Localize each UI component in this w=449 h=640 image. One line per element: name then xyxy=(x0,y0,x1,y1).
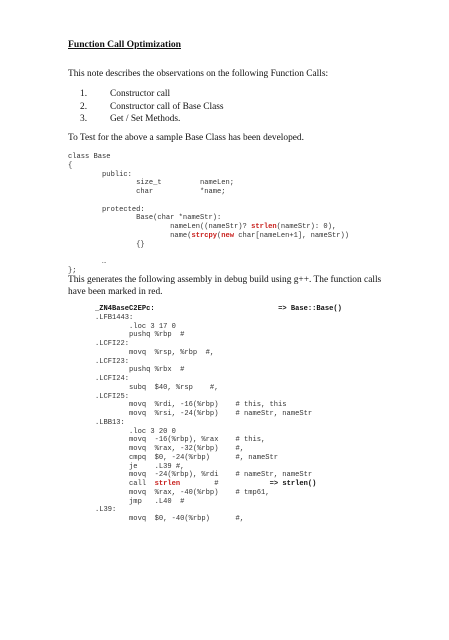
code-line xyxy=(68,232,349,241)
code-line xyxy=(95,498,342,507)
list-item xyxy=(80,88,224,101)
code-segment: movq -16(%rbp), %rax # this, xyxy=(95,436,266,445)
list-text: Constructor call xyxy=(110,89,171,99)
code-segment: … xyxy=(68,258,107,266)
code-segment: char *name; xyxy=(68,188,226,196)
code-line xyxy=(68,162,349,171)
code-segment: Base(char *nameStr): xyxy=(68,214,222,223)
code-segment: # xyxy=(180,480,270,488)
code-segment: movq -24(%rbp), %rdi # nameStr, nameStr xyxy=(95,471,313,480)
code-segment: .loc 3 17 0 xyxy=(95,322,176,331)
code-segment: cmpq $0, -24(%rbp) #, nameStr xyxy=(95,453,279,462)
code-segment: movq %rax, -32(%rbp) #, xyxy=(95,445,244,453)
code-line xyxy=(95,314,342,323)
code-line xyxy=(95,489,342,498)
code-line xyxy=(95,375,342,384)
generates-paragraph-line-2: have been marked in red. xyxy=(68,287,163,297)
code-segment: public: xyxy=(68,170,132,179)
code-segment: { xyxy=(68,161,73,170)
document-title: Function Call Optimization xyxy=(68,39,181,50)
code-segment: subq $40, %rsp #, xyxy=(95,383,219,392)
code-line xyxy=(95,366,342,375)
code-segment: {} xyxy=(68,240,145,249)
code-segment: movq %rsi, -24(%rbp) # nameStr, nameStr xyxy=(95,410,313,418)
list-number: 1. xyxy=(80,89,88,99)
code-segment: movq %rdi, -16(%rbp) # this, this xyxy=(95,401,287,410)
code-segment: .LCFI22: xyxy=(95,340,130,348)
code-line xyxy=(95,410,342,419)
list-number: 3. xyxy=(80,114,88,124)
code-line xyxy=(68,249,349,258)
code-segment: nameLen((nameStr)? xyxy=(68,223,252,231)
list-item xyxy=(80,113,224,126)
code-segment: ( xyxy=(217,231,222,240)
code-line xyxy=(95,445,342,454)
function-call-list xyxy=(80,88,224,126)
function-call-highlight: strcpy xyxy=(191,231,217,240)
code-line xyxy=(95,331,342,340)
list-text: Get / Set Methods. xyxy=(110,114,181,124)
code-segment: .LBB13: xyxy=(95,418,125,427)
list-item xyxy=(80,101,224,114)
code-line xyxy=(68,171,349,180)
code-segment: call xyxy=(95,480,155,488)
code-line xyxy=(95,419,342,428)
test-note-paragraph: To Test for the above a sample Base Class has been developed. xyxy=(68,133,304,143)
code-segment: .LCFI25: xyxy=(95,392,130,401)
code-line xyxy=(68,241,349,250)
code-segment: => strlen() xyxy=(269,480,317,488)
code-segment: => Base::Base() xyxy=(278,305,342,313)
code-line xyxy=(95,340,342,349)
code-line xyxy=(68,223,349,232)
code-line xyxy=(95,323,342,332)
code-segment: char[nameLen+1], nameStr)) xyxy=(234,231,349,240)
code-line xyxy=(95,401,342,410)
code-segment: .loc 3 20 0 xyxy=(95,427,176,436)
code-segment: .L39: xyxy=(95,506,117,515)
class-code-block xyxy=(68,153,349,276)
function-call-highlight: strlen xyxy=(251,223,277,231)
code-line xyxy=(68,214,349,223)
code-segment: pushq %rbp # xyxy=(95,331,185,340)
code-line xyxy=(95,305,342,314)
code-line xyxy=(95,454,342,463)
code-segment: protected: xyxy=(68,205,145,214)
function-call-highlight: strlen xyxy=(154,480,181,488)
code-segment: .LCFI24: xyxy=(95,375,130,383)
list-number: 2. xyxy=(80,101,88,112)
assembly-code-block xyxy=(95,305,342,524)
code-segment: class Base xyxy=(68,153,111,161)
code-segment: size_t nameLen; xyxy=(68,179,235,188)
code-segment: pushq %rbx # xyxy=(95,366,185,375)
code-line xyxy=(95,480,342,489)
code-line xyxy=(68,188,349,197)
code-segment: (nameStr): 0), xyxy=(276,223,337,231)
code-line xyxy=(95,506,342,515)
code-line xyxy=(68,179,349,188)
code-segment: }; xyxy=(68,266,77,275)
code-line xyxy=(95,436,342,445)
code-segment: name( xyxy=(68,231,192,240)
code-segment: movq %rax, -40(%rbp) # tmp61, xyxy=(95,488,270,497)
code-line xyxy=(95,358,342,367)
code-segment: .LCFI23: xyxy=(95,357,130,366)
code-segment: movq $0, -40(%rbp) #, xyxy=(95,515,244,523)
code-line xyxy=(68,153,349,162)
code-line xyxy=(95,384,342,393)
code-line xyxy=(68,206,349,215)
code-line xyxy=(95,463,342,472)
code-segment: .LFB1443: xyxy=(95,313,134,322)
code-line xyxy=(68,258,349,267)
code-line xyxy=(95,471,342,480)
code-line xyxy=(95,428,342,437)
intro-paragraph: This note describes the observations on the following Function Calls: xyxy=(68,69,329,79)
code-segment: je .L39 #, xyxy=(95,462,185,471)
code-line xyxy=(95,393,342,402)
code-line xyxy=(95,349,342,358)
generates-paragraph-line-1: This generates the following assembly in debug build using g++. The function calls xyxy=(68,275,382,285)
function-call-highlight: new xyxy=(221,231,235,240)
code-segment: movq %rsp, %rbp #, xyxy=(95,348,215,357)
code-line xyxy=(95,515,342,524)
code-line xyxy=(68,197,349,206)
list-text: Constructor call of Base Class xyxy=(110,101,224,112)
code-segment: _ZN4BaseC2EPc: xyxy=(95,305,155,313)
code-segment xyxy=(155,305,278,313)
code-segment: jmp .L40 # xyxy=(95,497,185,506)
